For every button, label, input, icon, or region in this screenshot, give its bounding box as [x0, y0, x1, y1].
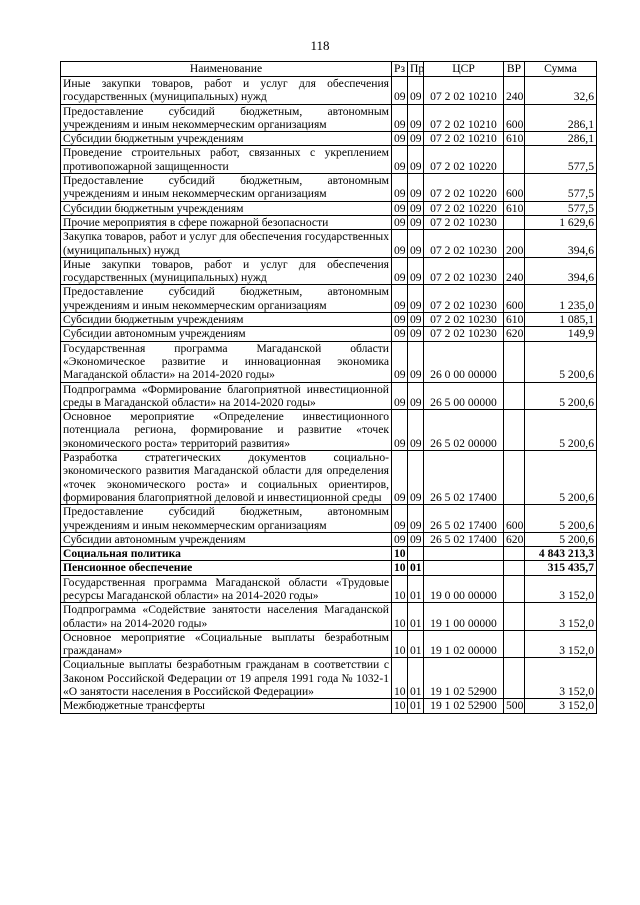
table-row [61, 532, 597, 546]
cell-rz: 10 [392, 547, 408, 561]
cell-sum: 149,9 [525, 327, 597, 341]
cell-rz: 09 [392, 257, 408, 285]
cell-sum: 5 200,6 [525, 341, 597, 382]
table-row [61, 313, 597, 327]
cell-vr: 500 [504, 699, 525, 713]
cell-csr: 26 5 00 00000 [424, 382, 504, 410]
cell-name: Предоставление субсидий бюджетным, автономным учреждениям и иным некоммерческим организациям [61, 505, 392, 533]
table-row [61, 451, 597, 505]
cell-rz: 10 [392, 699, 408, 713]
cell-pr: 09 [408, 230, 424, 258]
cell-vr: 600 [504, 104, 525, 132]
cell-name: Государственная программа Магаданской области «Трудовые ресурсы Магаданской области» на 2014-2020 годы» [61, 575, 392, 603]
table-row [61, 547, 597, 561]
cell-vr [504, 451, 525, 505]
cell-sum: 3 152,0 [525, 575, 597, 603]
table-row [61, 285, 597, 313]
cell-vr: 240 [504, 77, 525, 105]
cell-csr: 07 2 02 10220 [424, 201, 504, 215]
cell-name: Субсидии бюджетным учреждениям [61, 132, 392, 146]
cell-pr: 09 [408, 451, 424, 505]
cell-rz: 09 [392, 327, 408, 341]
page-number: 118 [310, 38, 330, 53]
cell-name: Подпрограмма «Формирование благоприятной инвестиционной среды в Магаданской области» на 2014-2020 годы» [61, 382, 392, 410]
cell-vr [504, 547, 525, 561]
cell-pr: 09 [408, 532, 424, 546]
cell-csr: 07 2 02 10230 [424, 257, 504, 285]
header-sum: Сумма [525, 62, 597, 77]
cell-pr: 01 [408, 603, 424, 631]
table-row [61, 699, 597, 713]
header-csr: ЦСР [424, 62, 504, 77]
cell-rz: 10 [392, 603, 408, 631]
cell-name: Прочие мероприятия в сфере пожарной безопасности [61, 215, 392, 229]
table-row [61, 658, 597, 699]
cell-rz: 09 [392, 285, 408, 313]
cell-csr: 07 2 02 10230 [424, 313, 504, 327]
cell-vr [504, 561, 525, 575]
cell-csr: 07 2 02 10220 [424, 174, 504, 202]
table-row [61, 215, 597, 229]
cell-sum: 5 200,6 [525, 382, 597, 410]
cell-vr: 620 [504, 532, 525, 546]
cell-sum: 32,6 [525, 77, 597, 105]
table-row [61, 630, 597, 658]
cell-csr: 26 5 02 17400 [424, 451, 504, 505]
cell-vr [504, 658, 525, 699]
cell-pr: 09 [408, 327, 424, 341]
cell-csr: 07 2 02 10220 [424, 146, 504, 174]
table-row [61, 146, 597, 174]
cell-name: Субсидии автономным учреждениям [61, 532, 392, 546]
cell-sum: 5 200,6 [525, 532, 597, 546]
cell-csr: 19 1 02 52900 [424, 658, 504, 699]
cell-vr [504, 410, 525, 451]
cell-sum: 577,5 [525, 146, 597, 174]
cell-name: Подпрограмма «Содействие занятости населения Магаданской области» на 2014-2020 годы» [61, 603, 392, 631]
cell-csr: 07 2 02 10210 [424, 104, 504, 132]
cell-vr [504, 575, 525, 603]
cell-name: Разработка стратегических документов социально-экономического развития Магаданской области для определения «точек экономического роста» и социальных ориентиров, формирования благоприятной деловой и инвестиционной среды [61, 451, 392, 505]
cell-pr: 09 [408, 382, 424, 410]
cell-rz: 10 [392, 658, 408, 699]
cell-pr: 09 [408, 313, 424, 327]
cell-rz: 09 [392, 132, 408, 146]
cell-sum: 315 435,7 [525, 561, 597, 575]
cell-name: Субсидии бюджетным учреждениям [61, 201, 392, 215]
cell-name: Социальная политика [61, 547, 392, 561]
cell-pr: 09 [408, 341, 424, 382]
cell-name: Субсидии автономным учреждениям [61, 327, 392, 341]
cell-vr: 610 [504, 313, 525, 327]
cell-vr [504, 146, 525, 174]
cell-rz: 09 [392, 104, 408, 132]
header-vr: ВР [504, 62, 525, 77]
cell-sum: 1 235,0 [525, 285, 597, 313]
header-rz: Рз [392, 62, 408, 77]
cell-name: Пенсионное обеспечение [61, 561, 392, 575]
cell-vr [504, 603, 525, 631]
cell-name: Основное мероприятие «Социальные выплаты безработным гражданам» [61, 630, 392, 658]
cell-csr: 07 2 02 10230 [424, 230, 504, 258]
cell-csr [424, 561, 504, 575]
table-row [61, 327, 597, 341]
cell-pr: 09 [408, 174, 424, 202]
cell-vr: 610 [504, 201, 525, 215]
cell-rz: 09 [392, 230, 408, 258]
cell-name: Государственная программа Магаданской области «Экономическое развитие и инновационная экономика Магаданской области» на 2014-2020 годы» [61, 341, 392, 382]
table-row [61, 257, 597, 285]
cell-sum: 3 152,0 [525, 699, 597, 713]
cell-vr: 600 [504, 505, 525, 533]
cell-name: Предоставление субсидий бюджетным, автономным учреждениям и иным некоммерческим организациям [61, 104, 392, 132]
cell-name: Предоставление субсидий бюджетным, автономным учреждениям и иным некоммерческим организациям [61, 174, 392, 202]
cell-sum: 5 200,6 [525, 451, 597, 505]
cell-name: Предоставление субсидий бюджетным, автономным учреждениям и иным некоммерческим организациям [61, 285, 392, 313]
cell-pr: 01 [408, 699, 424, 713]
cell-csr: 19 0 00 00000 [424, 575, 504, 603]
cell-name: Закупка товаров, работ и услуг для обеспечения государственных (муниципальных) нужд [61, 230, 392, 258]
cell-sum: 577,5 [525, 201, 597, 215]
cell-rz: 09 [392, 313, 408, 327]
cell-rz: 09 [392, 146, 408, 174]
table-body [61, 77, 597, 714]
cell-rz: 09 [392, 174, 408, 202]
cell-rz: 09 [392, 382, 408, 410]
cell-csr: 19 1 02 52900 [424, 699, 504, 713]
table-row [61, 77, 597, 105]
cell-pr: 09 [408, 410, 424, 451]
cell-rz: 09 [392, 451, 408, 505]
budget-table [60, 61, 597, 714]
cell-csr: 07 2 02 10230 [424, 327, 504, 341]
cell-pr: 01 [408, 575, 424, 603]
cell-name: Межбюджетные трансферты [61, 699, 392, 713]
cell-name: Социальные выплаты безработным гражданам в соответствии с Законом Российской Федерации от 19 апреля 1991 года № 1032-1 «О занятости населения в Российской Федерации» [61, 658, 392, 699]
cell-pr: 09 [408, 132, 424, 146]
cell-vr: 600 [504, 285, 525, 313]
cell-pr [408, 547, 424, 561]
cell-csr: 26 5 02 17400 [424, 505, 504, 533]
table-header-row [61, 62, 597, 77]
cell-sum: 3 152,0 [525, 630, 597, 658]
cell-name: Основное мероприятие «Определение инвестиционного потенциала региона, формирование и развитие «точек экономического роста» территорий развития» [61, 410, 392, 451]
cell-csr: 26 0 00 00000 [424, 341, 504, 382]
cell-sum: 1 629,6 [525, 215, 597, 229]
cell-vr [504, 382, 525, 410]
cell-csr: 19 1 02 00000 [424, 630, 504, 658]
cell-csr: 26 5 02 17400 [424, 532, 504, 546]
cell-name: Иные закупки товаров, работ и услуг для обеспечения государственных (муниципальных) нужд [61, 257, 392, 285]
cell-vr [504, 341, 525, 382]
table-row [61, 104, 597, 132]
cell-rz: 09 [392, 215, 408, 229]
cell-rz: 09 [392, 505, 408, 533]
cell-pr: 01 [408, 630, 424, 658]
cell-sum: 394,6 [525, 257, 597, 285]
cell-pr: 01 [408, 658, 424, 699]
cell-sum: 5 200,6 [525, 505, 597, 533]
cell-pr: 09 [408, 257, 424, 285]
cell-vr: 600 [504, 174, 525, 202]
table-row [61, 410, 597, 451]
cell-sum: 286,1 [525, 132, 597, 146]
cell-vr: 610 [504, 132, 525, 146]
cell-pr: 09 [408, 505, 424, 533]
cell-pr: 09 [408, 146, 424, 174]
cell-csr [424, 547, 504, 561]
table-row [61, 174, 597, 202]
cell-name: Проведение строительных работ, связанных с укреплением противопожарной защищенности [61, 146, 392, 174]
cell-rz: 10 [392, 630, 408, 658]
cell-rz: 09 [392, 201, 408, 215]
cell-sum: 3 152,0 [525, 603, 597, 631]
cell-vr [504, 630, 525, 658]
cell-name: Субсидии бюджетным учреждениям [61, 313, 392, 327]
cell-pr: 09 [408, 215, 424, 229]
cell-csr: 07 2 02 10230 [424, 285, 504, 313]
cell-rz: 10 [392, 561, 408, 575]
header-pr: Пр [408, 62, 424, 77]
cell-rz: 09 [392, 77, 408, 105]
table-row [61, 603, 597, 631]
header-name: Наименование [61, 62, 392, 77]
table-row [61, 132, 597, 146]
cell-vr: 240 [504, 257, 525, 285]
cell-vr [504, 215, 525, 229]
cell-pr: 09 [408, 77, 424, 105]
cell-sum: 4 843 213,3 [525, 547, 597, 561]
cell-sum: 5 200,6 [525, 410, 597, 451]
cell-csr: 07 2 02 10210 [424, 77, 504, 105]
cell-csr: 07 2 02 10230 [424, 215, 504, 229]
table-row [61, 505, 597, 533]
cell-pr: 01 [408, 561, 424, 575]
cell-pr: 09 [408, 201, 424, 215]
table-row [61, 382, 597, 410]
table-row [61, 575, 597, 603]
cell-sum: 3 152,0 [525, 658, 597, 699]
cell-csr: 19 1 00 00000 [424, 603, 504, 631]
cell-csr: 07 2 02 10210 [424, 132, 504, 146]
cell-sum: 394,6 [525, 230, 597, 258]
cell-sum: 286,1 [525, 104, 597, 132]
cell-name: Иные закупки товаров, работ и услуг для обеспечения государственных (муниципальных) нужд [61, 77, 392, 105]
table-row [61, 230, 597, 258]
cell-sum: 1 085,1 [525, 313, 597, 327]
table-row [61, 341, 597, 382]
cell-rz: 09 [392, 410, 408, 451]
cell-rz: 10 [392, 575, 408, 603]
cell-vr: 200 [504, 230, 525, 258]
cell-rz: 09 [392, 532, 408, 546]
cell-pr: 09 [408, 285, 424, 313]
cell-csr: 26 5 02 00000 [424, 410, 504, 451]
cell-pr: 09 [408, 104, 424, 132]
cell-vr: 620 [504, 327, 525, 341]
table-row [61, 201, 597, 215]
cell-sum: 577,5 [525, 174, 597, 202]
table-row [61, 561, 597, 575]
cell-rz: 09 [392, 341, 408, 382]
